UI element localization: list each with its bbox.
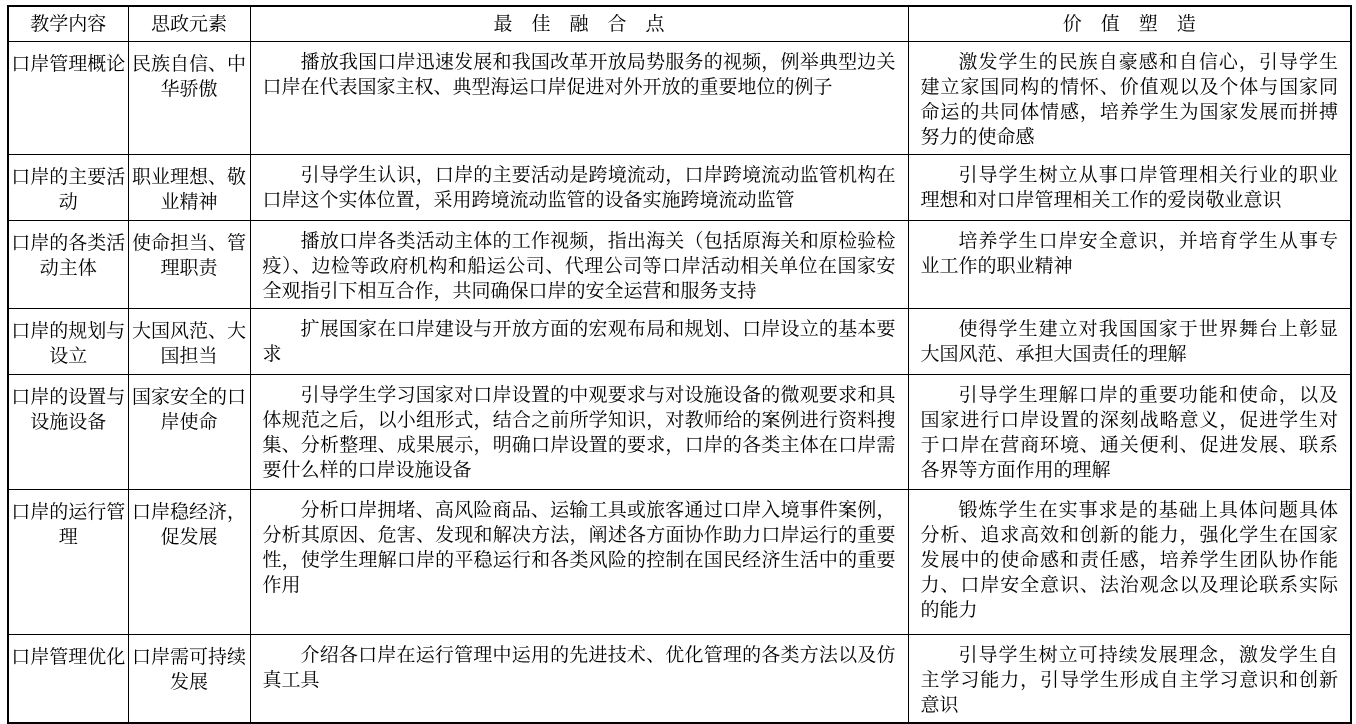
teaching-content-cell: 口岸的运行管理 — [8, 490, 128, 635]
teaching-content-cell: 口岸管理优化 — [8, 635, 128, 724]
value-shaping-cell: 培养学生口岸安全意识，并培育学生从事专业工作的职业精神 — [908, 221, 1351, 309]
integration-point-cell: 分析口岸拥堵、高风险商品、运输工具或旅客通过口岸入境事件案例，分析其原因、危害、发现和解决方法，阐述各方面协作助力口岸运行的重要性，使学生理解口岸的平稳运行和各类风险的控制在国民经济生活中的重要作用 — [250, 490, 908, 635]
value-shaping-cell: 引导学生树立从事口岸管理相关行业的职业理想和对口岸管理相关工作的爱岗敬业意识 — [908, 155, 1351, 221]
table-row — [8, 635, 1351, 724]
header-row — [8, 6, 1351, 42]
ideology-table — [7, 5, 1352, 724]
table-row — [8, 309, 1351, 375]
ideological-element-cell: 国家安全的口岸使命 — [128, 375, 250, 490]
teaching-content-cell: 口岸的设置与设施设备 — [8, 375, 128, 490]
integration-point-cell: 介绍各口岸在运行管理中运用的先进技术、优化管理的各类方法以及仿真工具 — [250, 635, 908, 724]
table-row — [8, 490, 1351, 635]
integration-point-cell: 播放我国口岸迅速发展和我国改革开放局势服务的视频，例举典型边关口岸在代表国家主权、典型海运口岸促进对外开放的重要地位的例子 — [250, 42, 908, 155]
integration-point-cell: 引导学生认识，口岸的主要活动是跨境流动，口岸跨境流动监管机构在口岸这个实体位置，采用跨境流动监管的设备实施跨境流动监管 — [250, 155, 908, 221]
teaching-content-cell: 口岸的主要活动 — [8, 155, 128, 221]
integration-point-cell: 播放口岸各类活动主体的工作视频，指出海关（包括原海关和原检验检疫）、边检等政府机构和船运公司、代理公司等口岸活动相关单位在国家安全观指引下相互合作，共同确保口岸的安全运营和服务支持 — [250, 221, 908, 309]
ideological-element-cell: 口岸需可持续发展 — [128, 635, 250, 724]
ideological-element-cell: 民族自信、中华骄傲 — [128, 42, 250, 155]
teaching-content-cell: 口岸管理概论 — [8, 42, 128, 155]
ideological-element-cell: 大国风范、大国担当 — [128, 309, 250, 375]
value-shaping-cell: 引导学生理解口岸的重要功能和使命，以及国家进行口岸设置的深刻战略意义，促进学生对于口岸在营商环境、通关便利、促进发展、联系各界等方面作用的理解 — [908, 375, 1351, 490]
teaching-content-cell: 口岸的规划与设立 — [8, 309, 128, 375]
table-row — [8, 42, 1351, 155]
header-value-shaping: 价 值 塑 造 — [908, 6, 1351, 42]
value-shaping-cell: 使得学生建立对我国国家于世界舞台上彰显大国风范、承担大国责任的理解 — [908, 309, 1351, 375]
ideological-element-cell: 职业理想、敬业精神 — [128, 155, 250, 221]
integration-point-cell: 扩展国家在口岸建设与开放方面的宏观布局和规划、口岸设立的基本要求 — [250, 309, 908, 375]
value-shaping-cell: 锻炼学生在实事求是的基础上具体问题具体分析、追求高效和创新的能力，强化学生在国家发展中的使命感和责任感，培养学生团队协作能力、口岸安全意识、法治观念以及理论联系实际的能力 — [908, 490, 1351, 635]
header-ideological-element: 思政元素 — [128, 6, 250, 42]
table-row — [8, 221, 1351, 309]
table-row — [8, 375, 1351, 490]
value-shaping-cell: 激发学生的民族自豪感和自信心，引导学生建立家国同构的情怀、价值观以及个体与国家同命运的共同体情感，培养学生为国家发展而拼搏努力的使命感 — [908, 42, 1351, 155]
integration-point-cell: 引导学生学习国家对口岸设置的中观要求与对设施设备的微观要求和具体规范之后，以小组形式，结合之前所学知识，对教师给的案例进行资料搜集、分析整理、成果展示，明确口岸设置的要求，口岸的各类主体在口岸需要什么样的口岸设施设备 — [250, 375, 908, 490]
value-shaping-cell: 引导学生树立可持续发展理念，激发学生自主学习能力，引导学生形成自主学习意识和创新意识 — [908, 635, 1351, 724]
ideological-element-cell: 口岸稳经济，促发展 — [128, 490, 250, 635]
header-best-integration-point: 最 佳 融 合 点 — [250, 6, 908, 42]
ideological-element-cell: 使命担当、管理职责 — [128, 221, 250, 309]
teaching-content-cell: 口岸的各类活动主体 — [8, 221, 128, 309]
table-row — [8, 155, 1351, 221]
header-teaching-content: 教学内容 — [8, 6, 128, 42]
